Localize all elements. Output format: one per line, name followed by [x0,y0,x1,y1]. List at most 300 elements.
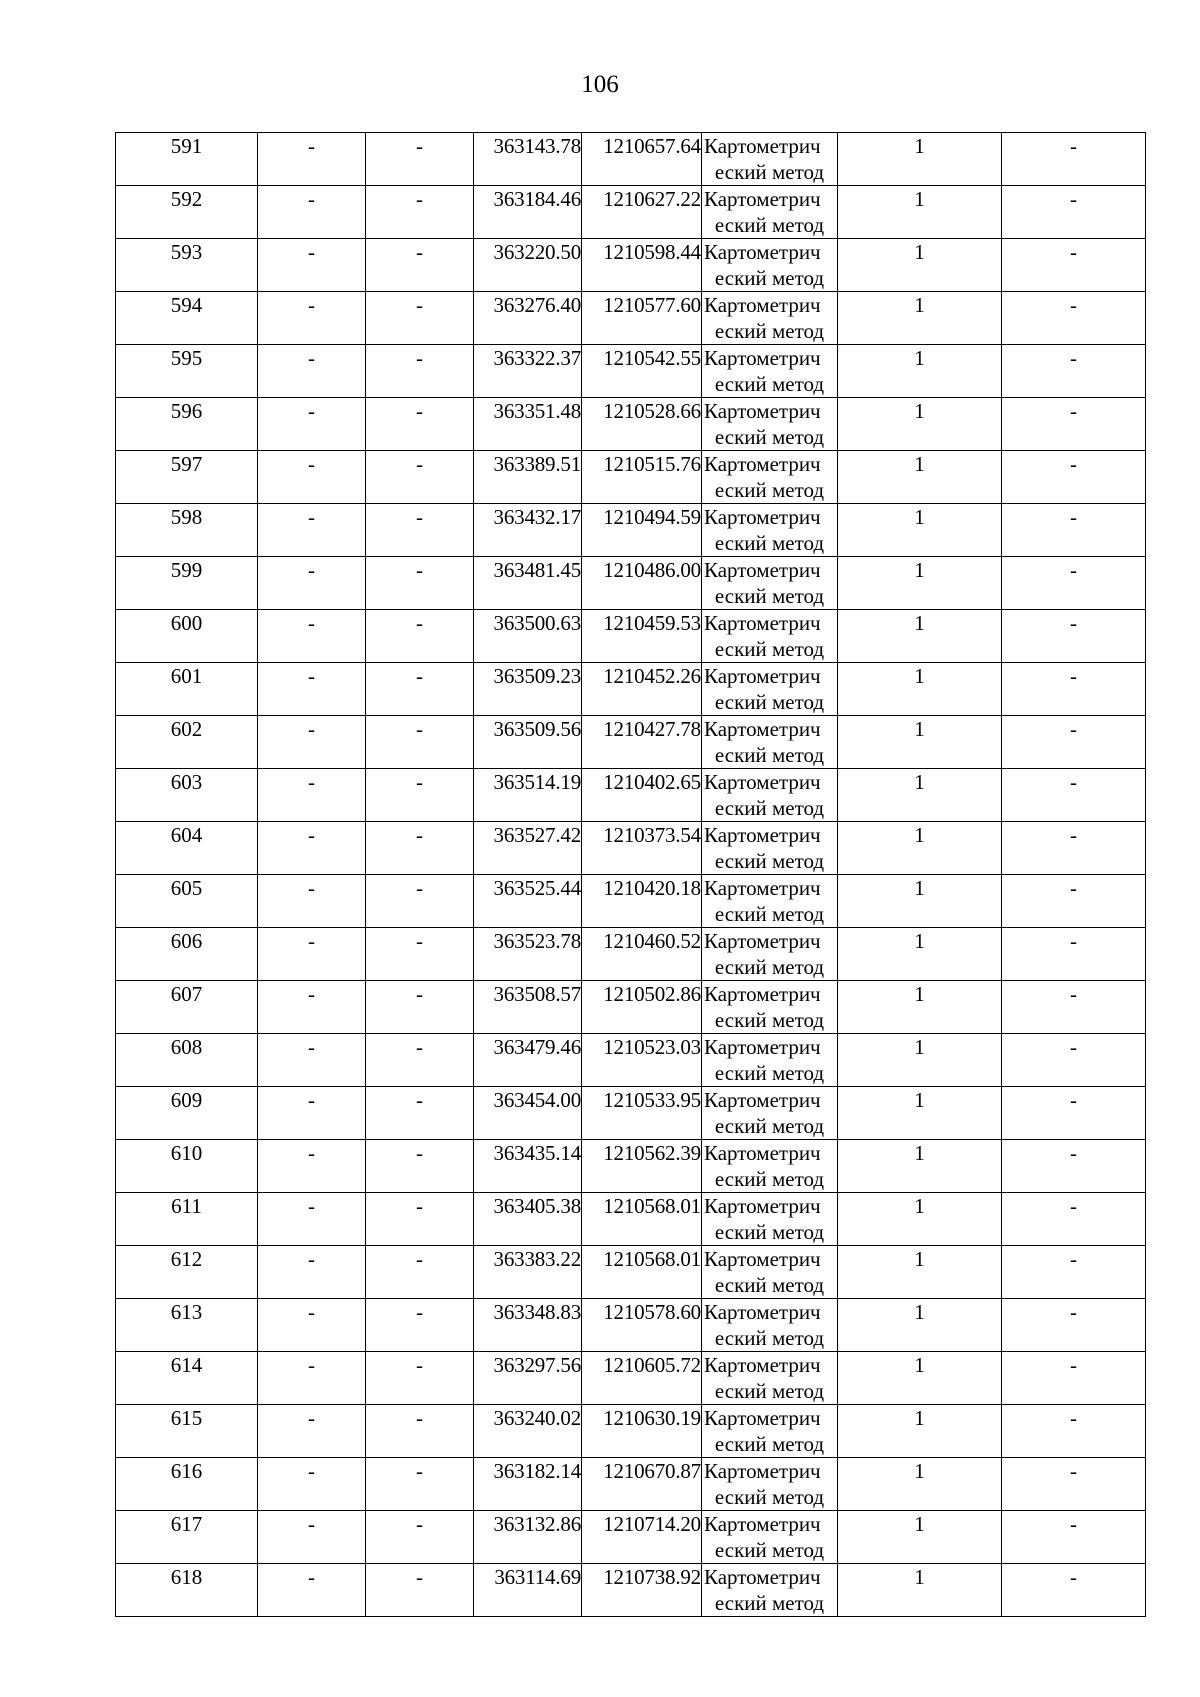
old-y-cell: - [366,928,474,981]
point-number-cell: 608 [116,1034,258,1087]
method-text-line-2: еский метод [714,1114,825,1138]
point-number-cell: 618 [116,1564,258,1617]
point-number-cell: 610 [116,1140,258,1193]
old-x-cell: - [258,981,366,1034]
method-text-line-2: еский метод [714,160,825,184]
description-cell: - [1002,928,1146,981]
new-y-cell: 1210533.95 [582,1087,702,1140]
old-x-cell: - [258,1405,366,1458]
precision-cell: 1 [838,769,1002,822]
method-text-line-1: Картометрич [704,1247,821,1271]
old-y-cell: - [366,504,474,557]
table-row [116,1511,1146,1564]
description-cell: - [1002,345,1146,398]
method-text-line-1: Картометрич [704,929,821,953]
table-row [116,928,1146,981]
method-text-line-1: Картометрич [704,770,821,794]
method-text-line-1: Картометрич [704,1300,821,1324]
method-text-line-2: еский метод [714,1220,825,1244]
method-cell [702,822,838,875]
method-text-line-2: еский метод [714,584,825,608]
old-x-cell: - [258,928,366,981]
precision-cell: 1 [838,1405,1002,1458]
method-cell [702,1458,838,1511]
method-cell [702,663,838,716]
method-text-line-1: Картометрич [704,1194,821,1218]
method-text-line-1: Картометрич [704,1512,821,1536]
table-row [116,557,1146,610]
old-y-cell: - [366,769,474,822]
description-cell: - [1002,981,1146,1034]
method-text-line-2: еский метод [714,478,825,502]
method-cell [702,1246,838,1299]
method-text-line-1: Картометрич [704,611,821,635]
point-number-cell: 594 [116,292,258,345]
new-y-cell: 1210578.60 [582,1299,702,1352]
old-y-cell: - [366,875,474,928]
method-text-line-1: Картометрич [704,1565,821,1589]
precision-cell: 1 [838,398,1002,451]
old-y-cell: - [366,398,474,451]
method-text-line-2: еский метод [714,955,825,979]
method-text-line-2: еский метод [714,531,825,555]
method-cell [702,1511,838,1564]
old-y-cell: - [366,1564,474,1617]
new-x-cell: 363508.57 [474,981,582,1034]
description-cell: - [1002,186,1146,239]
new-y-cell: 1210598.44 [582,239,702,292]
precision-cell: 1 [838,1034,1002,1087]
new-x-cell: 363351.48 [474,398,582,451]
old-y-cell: - [366,239,474,292]
method-text-line-1: Картометрич [704,664,821,688]
method-text-line-1: Картометрич [704,293,821,317]
precision-cell: 1 [838,451,1002,504]
method-text-line-1: Картометрич [704,1406,821,1430]
old-x-cell: - [258,504,366,557]
table-row [116,1193,1146,1246]
new-x-cell: 363184.46 [474,186,582,239]
old-y-cell: - [366,1034,474,1087]
precision-cell: 1 [838,557,1002,610]
point-number-cell: 614 [116,1352,258,1405]
new-x-cell: 363383.22 [474,1246,582,1299]
new-x-cell: 363435.14 [474,1140,582,1193]
old-x-cell: - [258,239,366,292]
table-row [116,451,1146,504]
method-text-line-1: Картометрич [704,1088,821,1112]
new-x-cell: 363240.02 [474,1405,582,1458]
new-y-cell: 1210605.72 [582,1352,702,1405]
new-y-cell: 1210494.59 [582,504,702,557]
method-text-line-1: Картометрич [704,452,821,476]
new-x-cell: 363182.14 [474,1458,582,1511]
method-cell [702,1140,838,1193]
table-row [116,1299,1146,1352]
old-x-cell: - [258,398,366,451]
old-y-cell: - [366,1352,474,1405]
method-text-line-1: Картометрич [704,876,821,900]
method-text-line-2: еский метод [714,213,825,237]
precision-cell: 1 [838,186,1002,239]
method-text-line-1: Картометрич [704,240,821,264]
old-x-cell: - [258,822,366,875]
old-x-cell: - [258,663,366,716]
table-row [116,292,1146,345]
new-y-cell: 1210528.66 [582,398,702,451]
table-row [116,981,1146,1034]
old-y-cell: - [366,133,474,186]
method-text-line-2: еский метод [714,1061,825,1085]
description-cell: - [1002,504,1146,557]
new-y-cell: 1210657.64 [582,133,702,186]
old-y-cell: - [366,1405,474,1458]
point-number-cell: 591 [116,133,258,186]
new-x-cell: 363405.38 [474,1193,582,1246]
table-row [116,239,1146,292]
old-x-cell: - [258,1193,366,1246]
method-text-line-1: Картометрич [704,346,821,370]
method-text-line-2: еский метод [714,1167,825,1191]
precision-cell: 1 [838,504,1002,557]
method-text-line-1: Картометрич [704,823,821,847]
old-x-cell: - [258,1458,366,1511]
method-text-line-2: еский метод [714,1432,825,1456]
table-body [116,133,1146,1617]
new-x-cell: 363297.56 [474,1352,582,1405]
method-cell [702,557,838,610]
point-number-cell: 597 [116,451,258,504]
precision-cell: 1 [838,1140,1002,1193]
description-cell: - [1002,822,1146,875]
point-number-cell: 605 [116,875,258,928]
description-cell: - [1002,1140,1146,1193]
method-text-line-2: еский метод [714,266,825,290]
point-number-cell: 596 [116,398,258,451]
method-text-line-2: еский метод [714,1591,825,1615]
method-text-line-2: еский метод [714,1008,825,1032]
precision-cell: 1 [838,1246,1002,1299]
old-x-cell: - [258,1352,366,1405]
old-x-cell: - [258,133,366,186]
new-x-cell: 363132.86 [474,1511,582,1564]
point-number-cell: 592 [116,186,258,239]
old-x-cell: - [258,1087,366,1140]
old-y-cell: - [366,822,474,875]
method-text-line-2: еский метод [714,690,825,714]
method-cell [702,1352,838,1405]
old-y-cell: - [366,981,474,1034]
point-number-cell: 593 [116,239,258,292]
table-row [116,1405,1146,1458]
method-cell [702,1034,838,1087]
new-y-cell: 1210542.55 [582,345,702,398]
description-cell: - [1002,663,1146,716]
old-y-cell: - [366,1458,474,1511]
old-x-cell: - [258,1140,366,1193]
old-y-cell: - [366,292,474,345]
precision-cell: 1 [838,663,1002,716]
old-y-cell: - [366,1511,474,1564]
new-y-cell: 1210515.76 [582,451,702,504]
new-y-cell: 1210714.20 [582,1511,702,1564]
method-text-line-2: еский метод [714,796,825,820]
precision-cell: 1 [838,345,1002,398]
method-text-line-1: Картометрич [704,1353,821,1377]
method-cell [702,239,838,292]
description-cell: - [1002,133,1146,186]
new-y-cell: 1210452.26 [582,663,702,716]
new-x-cell: 363432.17 [474,504,582,557]
method-cell [702,398,838,451]
point-number-cell: 612 [116,1246,258,1299]
table-row [116,398,1146,451]
description-cell: - [1002,1564,1146,1617]
description-cell: - [1002,1193,1146,1246]
table-row [116,610,1146,663]
new-y-cell: 1210562.39 [582,1140,702,1193]
old-x-cell: - [258,1299,366,1352]
description-cell: - [1002,1405,1146,1458]
table-row [116,1034,1146,1087]
description-cell: - [1002,1034,1146,1087]
new-y-cell: 1210402.65 [582,769,702,822]
point-number-cell: 606 [116,928,258,981]
new-x-cell: 363220.50 [474,239,582,292]
new-x-cell: 363276.40 [474,292,582,345]
new-x-cell: 363481.45 [474,557,582,610]
new-y-cell: 1210568.01 [582,1193,702,1246]
precision-cell: 1 [838,981,1002,1034]
new-y-cell: 1210670.87 [582,1458,702,1511]
point-number-cell: 604 [116,822,258,875]
description-cell: - [1002,610,1146,663]
method-text-line-1: Картометрич [704,1141,821,1165]
new-y-cell: 1210420.18 [582,875,702,928]
description-cell: - [1002,1087,1146,1140]
precision-cell: 1 [838,1564,1002,1617]
table-row [116,1087,1146,1140]
page-number: 106 [581,71,619,98]
point-number-cell: 600 [116,610,258,663]
description-cell: - [1002,239,1146,292]
new-x-cell: 363114.69 [474,1564,582,1617]
method-text-line-1: Картометрич [704,399,821,423]
precision-cell: 1 [838,133,1002,186]
new-y-cell: 1210577.60 [582,292,702,345]
table-row [116,875,1146,928]
method-text-line-1: Картометрич [704,982,821,1006]
method-cell [702,875,838,928]
new-x-cell: 363500.63 [474,610,582,663]
new-x-cell: 363322.37 [474,345,582,398]
method-cell [702,1087,838,1140]
old-y-cell: - [366,451,474,504]
method-text-line-2: еский метод [714,1326,825,1350]
new-x-cell: 363143.78 [474,133,582,186]
description-cell: - [1002,451,1146,504]
old-x-cell: - [258,716,366,769]
description-cell: - [1002,398,1146,451]
point-number-cell: 601 [116,663,258,716]
point-number-cell: 611 [116,1193,258,1246]
new-x-cell: 363527.42 [474,822,582,875]
method-text-line-2: еский метод [714,1273,825,1297]
old-x-cell: - [258,292,366,345]
table-row [116,1352,1146,1405]
point-number-cell: 599 [116,557,258,610]
old-y-cell: - [366,610,474,663]
table-row [116,1246,1146,1299]
old-y-cell: - [366,1140,474,1193]
old-y-cell: - [366,1193,474,1246]
new-y-cell: 1210427.78 [582,716,702,769]
new-x-cell: 363525.44 [474,875,582,928]
point-number-cell: 609 [116,1087,258,1140]
method-cell [702,504,838,557]
new-y-cell: 1210373.54 [582,822,702,875]
precision-cell: 1 [838,1352,1002,1405]
point-number-cell: 616 [116,1458,258,1511]
description-cell: - [1002,1299,1146,1352]
point-number-cell: 602 [116,716,258,769]
precision-cell: 1 [838,875,1002,928]
method-cell [702,716,838,769]
point-number-cell: 617 [116,1511,258,1564]
new-y-cell: 1210502.86 [582,981,702,1034]
table-row [116,1458,1146,1511]
point-number-cell: 603 [116,769,258,822]
method-cell [702,1405,838,1458]
old-y-cell: - [366,716,474,769]
method-text-line-1: Картометрич [704,1459,821,1483]
method-text-line-2: еский метод [714,902,825,926]
old-x-cell: - [258,875,366,928]
method-text-line-2: еский метод [714,1379,825,1403]
table-row [116,186,1146,239]
old-x-cell: - [258,769,366,822]
method-cell [702,292,838,345]
new-y-cell: 1210486.00 [582,557,702,610]
method-cell [702,769,838,822]
old-y-cell: - [366,1246,474,1299]
new-y-cell: 1210738.92 [582,1564,702,1617]
method-cell [702,1193,838,1246]
new-x-cell: 363509.23 [474,663,582,716]
method-text-line-1: Картометрич [704,134,821,158]
old-x-cell: - [258,186,366,239]
method-cell [702,1564,838,1617]
method-cell [702,451,838,504]
description-cell: - [1002,292,1146,345]
precision-cell: 1 [838,1193,1002,1246]
method-text-line-2: еский метод [714,1538,825,1562]
precision-cell: 1 [838,716,1002,769]
method-cell [702,186,838,239]
new-x-cell: 363454.00 [474,1087,582,1140]
precision-cell: 1 [838,239,1002,292]
point-number-cell: 595 [116,345,258,398]
description-cell: - [1002,769,1146,822]
description-cell: - [1002,1511,1146,1564]
point-number-cell: 598 [116,504,258,557]
method-text-line-1: Картометрич [704,1035,821,1059]
method-cell [702,610,838,663]
method-cell [702,928,838,981]
table-row [116,133,1146,186]
description-cell: - [1002,875,1146,928]
old-y-cell: - [366,186,474,239]
method-text-line-2: еский метод [714,637,825,661]
new-x-cell: 363523.78 [474,928,582,981]
new-y-cell: 1210568.01 [582,1246,702,1299]
old-x-cell: - [258,1034,366,1087]
method-cell [702,345,838,398]
precision-cell: 1 [838,822,1002,875]
old-y-cell: - [366,557,474,610]
method-cell [702,133,838,186]
method-cell [702,1299,838,1352]
new-y-cell: 1210523.03 [582,1034,702,1087]
table-row [116,1564,1146,1617]
precision-cell: 1 [838,928,1002,981]
precision-cell: 1 [838,292,1002,345]
description-cell: - [1002,1352,1146,1405]
table-row [116,663,1146,716]
description-cell: - [1002,1458,1146,1511]
old-x-cell: - [258,610,366,663]
precision-cell: 1 [838,1458,1002,1511]
method-text-line-1: Картометрич [704,717,821,741]
method-text-line-2: еский метод [714,743,825,767]
point-number-cell: 607 [116,981,258,1034]
table-row [116,716,1146,769]
old-y-cell: - [366,345,474,398]
old-x-cell: - [258,451,366,504]
point-number-cell: 613 [116,1299,258,1352]
description-cell: - [1002,1246,1146,1299]
new-x-cell: 363348.83 [474,1299,582,1352]
precision-cell: 1 [838,1299,1002,1352]
old-y-cell: - [366,663,474,716]
method-text-line-2: еский метод [714,425,825,449]
new-x-cell: 363389.51 [474,451,582,504]
new-x-cell: 363514.19 [474,769,582,822]
method-text-line-2: еский метод [714,1485,825,1509]
precision-cell: 1 [838,610,1002,663]
old-x-cell: - [258,345,366,398]
table-row [116,504,1146,557]
description-cell: - [1002,716,1146,769]
new-y-cell: 1210627.22 [582,186,702,239]
table-row [116,769,1146,822]
new-y-cell: 1210630.19 [582,1405,702,1458]
precision-cell: 1 [838,1511,1002,1564]
description-cell: - [1002,557,1146,610]
method-text-line-1: Картометрич [704,187,821,211]
table-row [116,1140,1146,1193]
old-x-cell: - [258,1511,366,1564]
precision-cell: 1 [838,1087,1002,1140]
method-text-line-1: Картометрич [704,558,821,582]
old-x-cell: - [258,557,366,610]
method-text-line-2: еский метод [714,372,825,396]
new-y-cell: 1210460.52 [582,928,702,981]
method-text-line-2: еский метод [714,849,825,873]
old-y-cell: - [366,1299,474,1352]
table-row [116,345,1146,398]
table-row [116,822,1146,875]
